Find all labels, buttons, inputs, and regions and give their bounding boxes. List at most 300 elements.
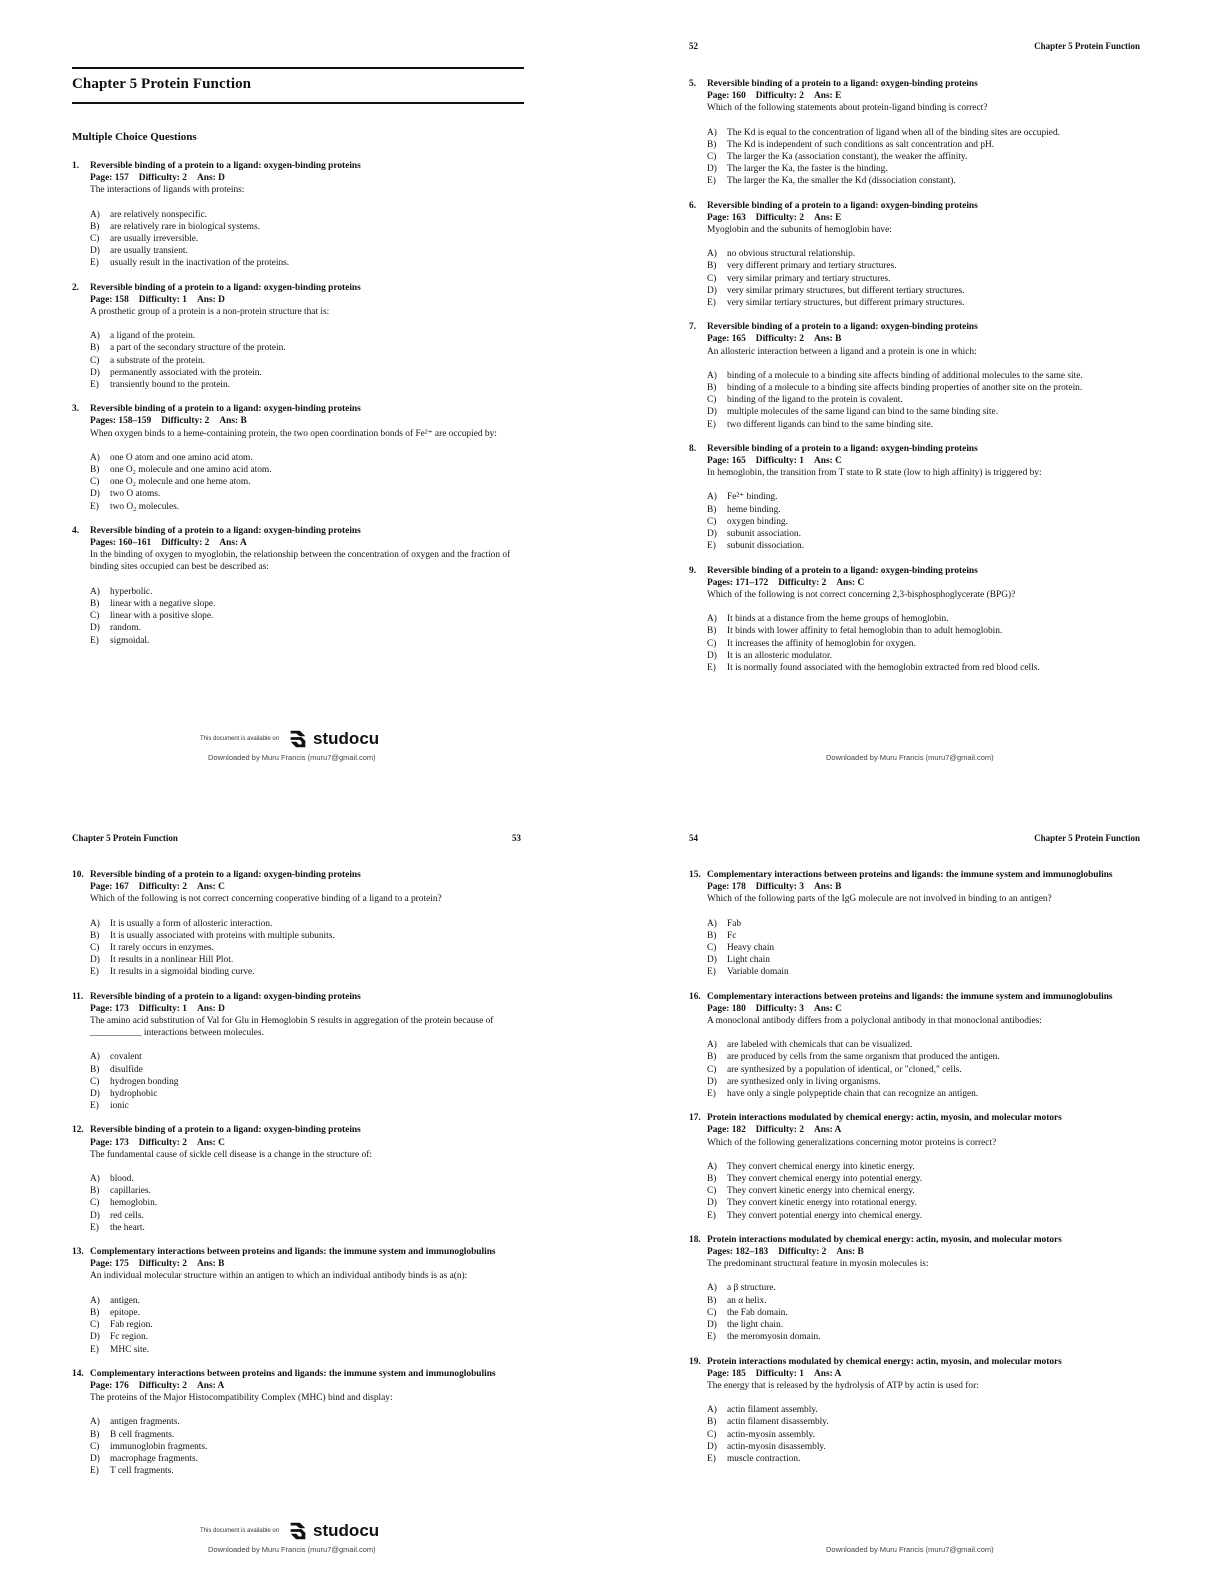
chapter-bottom-rule: [72, 102, 524, 104]
meta-page: Page: 160: [707, 91, 746, 102]
answer-option: [707, 1088, 1141, 1100]
option-text: one O atom and one amino acid atom.: [110, 452, 253, 463]
option-letter: B): [707, 1052, 717, 1063]
answer-option: [90, 930, 524, 942]
option-text: The larger the Ka, the smaller the Kd (dissociation constant).: [727, 176, 956, 187]
question-item: [72, 869, 524, 979]
question-header: [689, 991, 1141, 1028]
answer-option: [90, 1453, 524, 1465]
option-letter: B): [707, 261, 717, 272]
option-text: disulfide: [110, 1064, 143, 1075]
studocu-logo-icon: [287, 1520, 309, 1542]
question-meta: [90, 294, 524, 306]
answer-option: [90, 379, 524, 391]
option-text: The larger the Ka (association constant), the weaker the affinity.: [727, 152, 968, 163]
option-text: are synthesized by a population of identical, or "cloned," cells.: [727, 1064, 962, 1075]
option-text: Fab region.: [110, 1320, 153, 1331]
meta-page: Pages: 171–172: [707, 577, 769, 588]
studocu-banner: [200, 1520, 379, 1542]
option-letter: D): [707, 285, 717, 296]
meta-page: Page: 163: [707, 212, 746, 223]
option-letter: D): [90, 623, 100, 634]
question-meta: [90, 415, 524, 427]
option-text: Fe²⁺ binding.: [727, 492, 778, 503]
answer-option: [707, 1161, 1141, 1173]
option-text: red cells.: [110, 1210, 144, 1221]
answer-option: [707, 1331, 1141, 1343]
option-text: It binds at a distance from the heme groups of hemoglobin.: [727, 614, 949, 625]
question-meta: [707, 455, 1141, 467]
question-number: 5.: [689, 79, 697, 89]
option-letter: D): [707, 1198, 717, 1209]
question-meta: [707, 881, 1141, 893]
question-item: [689, 1234, 1141, 1344]
question-number: 15.: [689, 870, 701, 880]
option-text: no obvious structural relationship.: [727, 249, 856, 260]
option-letter: C): [90, 1076, 100, 1087]
option-letter: C): [707, 1186, 717, 1197]
option-letter: D): [90, 1332, 100, 1343]
question-topic: Reversible binding of a protein to a ligand: oxygen-binding proteins: [90, 282, 361, 293]
answer-option: [90, 954, 524, 966]
question-body: [707, 1112, 1141, 1149]
question-meta: [90, 881, 524, 893]
question-header: [689, 200, 1141, 237]
option-letter: A): [707, 1161, 717, 1172]
answer-option: [90, 209, 524, 221]
option-letter: E): [707, 967, 716, 978]
option-text: antigen.: [110, 1295, 140, 1306]
option-letter: A): [707, 1405, 717, 1416]
question-list: [689, 869, 1141, 1465]
answer-option: [707, 1295, 1141, 1307]
option-letter: C): [707, 1429, 717, 1440]
answer-option: [90, 622, 524, 634]
option-letter: E): [707, 662, 716, 673]
answer-options: [707, 1039, 1141, 1100]
answer-option: [707, 175, 1141, 187]
meta-page: Page: 173: [90, 1003, 129, 1014]
question-number: 10.: [72, 870, 84, 880]
option-letter: C): [707, 516, 717, 527]
answer-options: [707, 127, 1141, 188]
meta-ans: Ans: D: [196, 294, 225, 305]
question-body: [90, 403, 524, 440]
option-text: sigmoidal.: [110, 635, 150, 646]
answer-option: [707, 650, 1141, 662]
answer-option: [707, 1197, 1141, 1209]
meta-ans: Ans: E: [813, 212, 842, 223]
answer-option: [707, 930, 1141, 942]
answer-options: [707, 613, 1141, 674]
question-stem: The interactions of ligands with proteins:: [90, 185, 245, 196]
answer-option: [707, 1282, 1141, 1294]
option-text: The larger the Ka, the faster is the binding.: [727, 164, 888, 175]
meta-page: Pages: 182–183: [707, 1247, 769, 1258]
question-number: 9.: [689, 565, 697, 576]
question-meta: [707, 212, 1141, 224]
answer-option: [90, 257, 524, 269]
option-letter: B): [90, 1186, 100, 1197]
meta-page: Page: 165: [707, 456, 746, 467]
meta-difficulty: Difficulty: 1: [755, 1368, 804, 1379]
option-letter: E): [707, 298, 716, 309]
meta-ans: Ans: A: [219, 538, 247, 549]
option-letter: D): [707, 1076, 717, 1087]
meta-ans: Ans: C: [813, 1003, 842, 1014]
option-letter: E): [90, 258, 99, 269]
answer-option: [707, 504, 1141, 516]
question-header: [72, 1124, 524, 1161]
question-body: [707, 1234, 1141, 1271]
option-text: hydrogen bonding: [110, 1076, 179, 1087]
meta-difficulty: Difficulty: 2: [755, 212, 804, 223]
option-text: linear with a negative slope.: [110, 598, 216, 609]
option-letter: D): [90, 367, 100, 378]
question-item: [689, 1112, 1141, 1222]
option-text: a ligand of the protein.: [110, 331, 196, 342]
option-text: multiple molecules of the same ligand can bind to the same binding site.: [727, 407, 999, 418]
option-text: They convert chemical energy into potential energy.: [727, 1174, 923, 1185]
answer-option: [707, 491, 1141, 503]
meta-difficulty: Difficulty: 3: [755, 882, 804, 893]
option-letter: B): [707, 1174, 717, 1185]
option-letter: B): [90, 1064, 100, 1075]
option-letter: D): [707, 529, 717, 540]
option-text: It is usually a form of allosteric interaction.: [110, 918, 273, 929]
answer-options: [707, 1404, 1141, 1465]
download-credit: Downloaded by Muru Francis (muru7@gmail.com): [826, 753, 994, 762]
question-header: [72, 1246, 524, 1283]
question-meta: [707, 1246, 1141, 1258]
page-4: [612, 792, 1224, 1584]
question-meta: [90, 1137, 524, 1149]
option-text: a part of the secondary structure of the protein.: [110, 343, 286, 354]
download-credit: Downloaded by Muru Francis (muru7@gmail.com): [208, 753, 376, 762]
answer-option: [90, 233, 524, 245]
meta-page: Page: 180: [707, 1003, 746, 1014]
answer-option: [707, 163, 1141, 175]
answer-option: [707, 1076, 1141, 1088]
option-text: B cell fragments.: [110, 1429, 175, 1440]
option-text: Fc: [727, 930, 737, 941]
question-body: [707, 869, 1141, 906]
question-stem: When oxygen binds to a heme-containing protein, the two open coordination bonds of Fe²⁺ are occupied by:: [90, 428, 497, 439]
question-meta: [707, 90, 1141, 102]
question-item: [689, 78, 1141, 188]
question-header: [72, 991, 524, 1040]
option-letter: D): [90, 1089, 100, 1100]
answer-option: [90, 221, 524, 233]
option-letter: C): [90, 1441, 100, 1452]
question-topic: Complementary interactions between proteins and ligands: the immune system and immunoglobulins: [90, 1368, 496, 1379]
answer-option: [90, 1100, 524, 1112]
answer-option: [707, 1429, 1141, 1441]
option-text: transiently bound to the protein.: [110, 380, 231, 391]
meta-difficulty: Difficulty: 3: [755, 1003, 804, 1014]
answer-option: [90, 1185, 524, 1197]
answer-option: [90, 1465, 524, 1477]
question-header: [689, 1112, 1141, 1149]
option-letter: D): [707, 955, 717, 966]
option-text: are labeled with chemicals that can be visualized.: [727, 1040, 913, 1051]
question-body: [90, 525, 524, 574]
question-item: [689, 443, 1141, 553]
question-stem: Which of the following generalizations concerning motor proteins is correct?: [707, 1137, 997, 1148]
meta-ans: Ans: C: [836, 577, 865, 588]
meta-difficulty: Difficulty: 2: [755, 334, 804, 345]
question-stem: Which of the following is not correct concerning cooperative binding of a ligand to a protein?: [90, 894, 442, 905]
answer-options: [90, 330, 524, 391]
question-header: [72, 160, 524, 197]
question-body: [90, 1124, 524, 1161]
meta-difficulty: Difficulty: 2: [138, 173, 187, 184]
question-topic: Protein interactions modulated by chemical energy: actin, myosin, and molecular motors: [707, 1234, 1062, 1245]
question-number: 13.: [72, 1247, 84, 1258]
option-letter: A): [707, 1283, 717, 1294]
option-text: actin filament disassembly.: [727, 1417, 829, 1428]
answer-option: [90, 1064, 524, 1076]
question-body: [90, 1368, 524, 1405]
question-topic: Protein interactions modulated by chemical energy: actin, myosin, and molecular motors: [707, 1356, 1062, 1367]
meta-ans: Ans: C: [813, 456, 842, 467]
question-body: [707, 78, 1141, 115]
meta-ans: Ans: D: [196, 173, 225, 184]
question-body: [707, 1356, 1141, 1393]
answer-option: [90, 1441, 524, 1453]
option-text: heme binding.: [727, 504, 781, 515]
option-letter: E): [90, 635, 99, 646]
answer-options: [707, 918, 1141, 979]
option-text: have only a single polypeptide chain that can recognize an antigen.: [727, 1089, 979, 1100]
option-letter: E): [90, 1101, 99, 1112]
answer-option: [90, 355, 524, 367]
answer-option: [707, 1307, 1141, 1319]
option-text: are relatively rare in biological systems.: [110, 221, 260, 232]
option-text: are relatively nonspecific.: [110, 209, 208, 220]
option-text: muscle contraction.: [727, 1453, 801, 1464]
meta-difficulty: Difficulty: 2: [755, 91, 804, 102]
download-credit: Downloaded by Muru Francis (muru7@gmail.com): [826, 1545, 994, 1554]
question-topic: Reversible binding of a protein to a ligand: oxygen-binding proteins: [707, 79, 978, 89]
question-topic: Reversible binding of a protein to a ligand: oxygen-binding proteins: [707, 443, 978, 454]
question-stem: An individual molecular structure within an antigen to which an individual antibody binds is as a(n):: [90, 1271, 468, 1282]
question-number: 16.: [689, 991, 701, 1002]
option-letter: E): [90, 967, 99, 978]
answer-options: [90, 452, 524, 513]
answer-option: [707, 1319, 1141, 1331]
meta-ans: Ans: A: [813, 1368, 842, 1379]
option-text: hydrophobic: [110, 1089, 158, 1100]
question-list: [72, 869, 524, 1477]
meta-page: Page: 176: [90, 1380, 129, 1391]
meta-page: Page: 182: [707, 1125, 746, 1136]
question-stem: A monoclonal antibody differs from a polyclonal antibody in that monoclonal antibodies:: [707, 1016, 1042, 1027]
brand-name: studocu: [313, 729, 380, 748]
question-header: [72, 403, 524, 440]
answer-option: [90, 586, 524, 598]
answer-option: [707, 248, 1141, 260]
option-text: one O₂ molecule and one heme atom.: [110, 477, 251, 488]
answer-option: [707, 406, 1141, 418]
option-text: hemoglobin.: [110, 1198, 158, 1209]
option-letter: E): [707, 419, 716, 430]
question-stem: Which of the following parts of the IgG molecule are not involved in binding to an antigen?: [707, 894, 1052, 905]
answer-option: [90, 330, 524, 342]
option-text: ionic: [110, 1101, 129, 1112]
question-item: [72, 525, 524, 647]
option-text: hyperbolic.: [110, 586, 153, 597]
meta-difficulty: Difficulty: 1: [755, 456, 804, 467]
answer-option: [707, 1185, 1141, 1197]
question-topic: Reversible binding of a protein to a ligand: oxygen-binding proteins: [707, 200, 978, 211]
question-meta: [90, 1003, 524, 1015]
option-letter: C): [707, 152, 717, 163]
option-letter: C): [707, 395, 717, 406]
question-item: [72, 991, 524, 1113]
question-item: [72, 1246, 524, 1356]
option-letter: C): [90, 943, 100, 954]
option-text: It is usually associated with proteins with multiple subunits.: [110, 930, 335, 941]
running-title: Chapter 5 Protein Function: [72, 833, 178, 843]
question-meta: [90, 1258, 524, 1270]
question-header: [72, 525, 524, 574]
option-text: the light chain.: [727, 1320, 783, 1331]
answer-option: [90, 342, 524, 354]
option-letter: A): [707, 614, 717, 625]
option-letter: C): [707, 638, 717, 649]
meta-difficulty: Difficulty: 2: [778, 577, 827, 588]
answer-option: [707, 273, 1141, 285]
option-letter: C): [707, 273, 717, 284]
question-number: 4.: [72, 525, 80, 536]
question-number: 7.: [689, 322, 697, 333]
question-item: [72, 160, 524, 270]
answer-option: [90, 1210, 524, 1222]
answer-option: [90, 1344, 524, 1356]
question-number: 17.: [689, 1113, 701, 1124]
question-header: [72, 869, 524, 906]
answer-options: [90, 1051, 524, 1112]
question-topic: Reversible binding of a protein to a ligand: oxygen-binding proteins: [90, 991, 361, 1002]
question-number: 14.: [72, 1368, 84, 1379]
option-text: the meromyosin domain.: [727, 1332, 821, 1343]
question-body: [707, 565, 1141, 602]
option-letter: E): [90, 501, 99, 512]
question-number: 3.: [72, 404, 80, 415]
answer-option: [707, 942, 1141, 954]
chapter-title: Chapter 5 Protein Function: [72, 76, 252, 92]
brand-name: studocu: [313, 1521, 380, 1540]
question-topic: Protein interactions modulated by chemical energy: actin, myosin, and molecular motors: [707, 1113, 1062, 1124]
option-text: the heart.: [110, 1222, 145, 1233]
page-1: [0, 0, 612, 792]
option-text: blood.: [110, 1174, 134, 1185]
option-text: They convert potential energy into chemical energy.: [727, 1210, 923, 1221]
option-text: Light chain: [727, 955, 770, 966]
question-topic: Reversible binding of a protein to a ligand: oxygen-binding proteins: [90, 1125, 361, 1136]
answer-option: [90, 476, 524, 488]
question-topic: Reversible binding of a protein to a ligand: oxygen-binding proteins: [90, 404, 361, 415]
option-text: very similar tertiary structures, but different primary structures.: [727, 298, 965, 309]
question-item: [689, 565, 1141, 675]
option-text: binding of the ligand to the protein is covalent.: [727, 395, 903, 406]
option-text: It is an allosteric modulator.: [727, 650, 832, 661]
answer-option: [90, 1319, 524, 1331]
answer-option: [707, 540, 1141, 552]
answer-option: [707, 419, 1141, 431]
option-letter: B): [707, 1417, 717, 1428]
option-letter: E): [707, 1210, 716, 1221]
answer-option: [90, 1076, 524, 1088]
question-body: [707, 321, 1141, 358]
question-number: 8.: [689, 443, 697, 454]
meta-difficulty: Difficulty: 2: [138, 1259, 187, 1270]
option-letter: A): [707, 249, 717, 260]
option-text: It increases the affinity of hemoglobin for oxygen.: [727, 638, 916, 649]
question-item: [72, 403, 524, 513]
option-letter: C): [90, 611, 100, 622]
question-topic: Reversible binding of a protein to a ligand: oxygen-binding proteins: [90, 161, 361, 171]
option-text: the Fab domain.: [727, 1307, 788, 1318]
question-number: 11.: [72, 991, 84, 1002]
answer-options: [707, 491, 1141, 552]
question-stem: Myoglobin and the subunits of hemoglobin have:: [707, 225, 892, 236]
option-letter: B): [707, 930, 717, 941]
option-text: binding of a molecule to a binding site affects binding properties of another site on the protein.: [727, 383, 1083, 394]
answer-option: [707, 638, 1141, 650]
option-letter: A): [90, 1174, 100, 1185]
answer-option: [707, 382, 1141, 394]
question-header: [689, 565, 1141, 602]
answer-option: [707, 954, 1141, 966]
meta-difficulty: Difficulty: 1: [138, 294, 187, 305]
meta-difficulty: Difficulty: 2: [161, 416, 210, 427]
meta-ans: Ans: B: [196, 1259, 225, 1270]
meta-ans: Ans: D: [196, 1003, 225, 1014]
option-text: one O₂ molecule and one amino acid atom.: [110, 465, 272, 476]
option-text: two O atoms.: [110, 489, 161, 500]
page-number: 53: [512, 833, 521, 843]
option-text: very different primary and tertiary structures.: [727, 261, 897, 272]
question-meta: [707, 1368, 1141, 1380]
question-topic: Complementary interactions between proteins and ligands: the immune system and immunoglobulins: [90, 1247, 496, 1258]
meta-ans: Ans: C: [196, 1137, 225, 1148]
answer-options: [90, 1295, 524, 1356]
question-body: [90, 991, 524, 1040]
option-letter: B): [90, 343, 100, 354]
option-text: two O₂ molecules.: [110, 501, 180, 512]
question-body: [90, 1246, 524, 1283]
question-stem: Which of the following is not correct concerning 2,3-bisphosphoglycerate (BPG)?: [707, 589, 1016, 600]
option-letter: B): [90, 930, 100, 941]
option-text: Heavy chain: [727, 943, 775, 954]
question-number: 6.: [689, 200, 697, 211]
answer-option: [90, 1307, 524, 1319]
option-letter: A): [90, 1295, 100, 1306]
question-header: [689, 1234, 1141, 1271]
question-stem: The predominant structural feature in myosin molecules is:: [707, 1259, 929, 1270]
answer-option: [707, 516, 1141, 528]
meta-ans: Ans: B: [836, 1247, 864, 1258]
chapter-top-rule: [72, 67, 524, 69]
running-title: Chapter 5 Protein Function: [1034, 833, 1140, 843]
option-letter: E): [707, 541, 716, 552]
option-text: It binds with lower affinity to fetal hemoglobin than to adult hemoglobin.: [727, 626, 1003, 637]
meta-ans: Ans: B: [219, 416, 247, 427]
question-stem: In hemoglobin, the transition from T state to R state (low to high affinity) is triggered by:: [707, 468, 1042, 479]
option-text: covalent: [110, 1052, 142, 1063]
